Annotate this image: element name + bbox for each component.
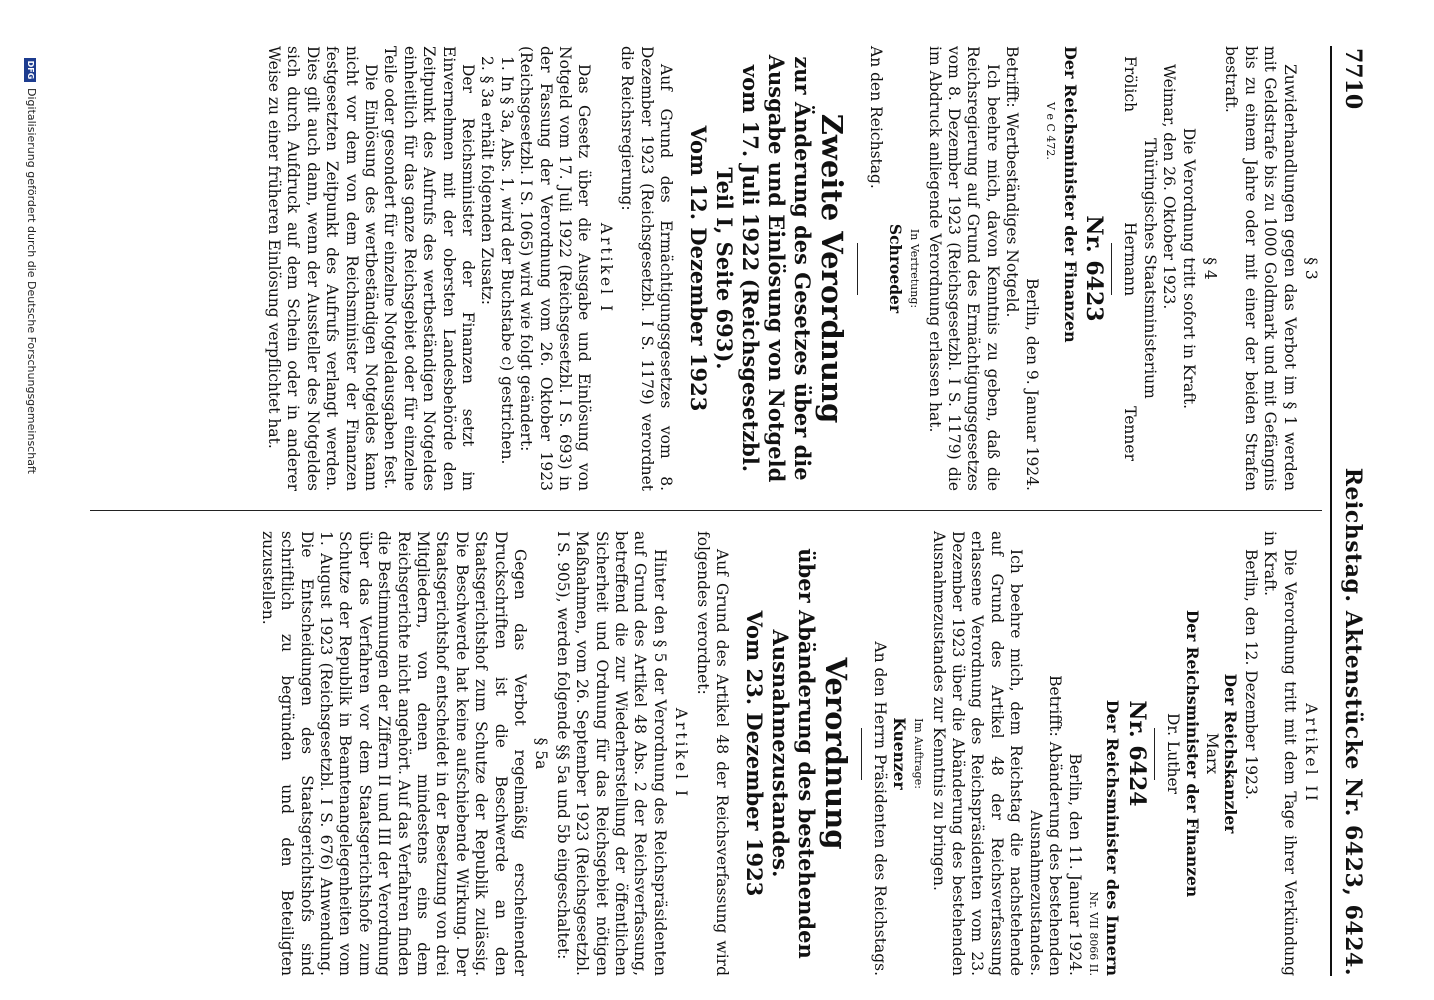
ordinance-title: Verordnung	[819, 657, 854, 850]
reference-number: V e C 472.	[1044, 102, 1058, 160]
page-number: 7710	[1340, 48, 1366, 110]
chancellor-title: Der Reichskanzler	[1221, 673, 1241, 834]
finance-minister-name: Dr. Luther	[1164, 712, 1183, 795]
ordinance-subtitle: über Abänderung des bestehenden Ausnahmezustandes.	[768, 548, 820, 959]
deputy-name: Schroeder	[885, 223, 905, 314]
deputy-name: Kuenzer	[889, 717, 909, 790]
prev-place-date: Berlin, den 12. Dezember 1923.	[1241, 549, 1260, 800]
article-1-heading: Artikel I	[672, 707, 691, 800]
amendment-item-1: 1. In § 3a, Abs. 1, wird der Buchstabe c) gestrichen.	[497, 56, 516, 465]
dfg-logo-text: DFG	[24, 58, 36, 82]
digitization-note: Digitalisierung gefördert durch die Deutsche Forschungsgemeinschaft	[25, 88, 39, 474]
amendment-item-2: 2. § 3a erhält folgenden Zusatz:	[478, 56, 497, 306]
letter-body: Ich beehre mich, dem Reichstag die nachstehende auf Grund des Artikel 48 der Reichsverfassung erlassene Verordnung des Reichspräsidenten vom 23. Dezember 1923 über die Abänderung des bestehenden Ausnahmezustandes zur Kenntnis zu bringen.	[929, 531, 1026, 976]
document-number-6423: Nr. 6423	[1080, 215, 1107, 322]
prev-place-date: Weimar, den 26. Oktober 1923.	[1160, 64, 1179, 310]
section-3-heading: § 3	[1302, 257, 1320, 280]
document-number-6424: Nr. 6424	[1123, 700, 1150, 807]
chancellor-name: Marx	[1202, 732, 1221, 775]
signer-tenner: Tenner	[1121, 406, 1140, 461]
section-4-heading: § 4	[1200, 257, 1219, 280]
separator-rule	[857, 243, 858, 295]
ministry-name: Der Reichsminister des Innern	[1103, 699, 1123, 976]
signature-chancellor	[1163, 531, 1241, 976]
ordinance-preamble: Auf Grund des Artikel 48 der Reichsverfassung wird folgendes verordnet:	[693, 531, 732, 976]
deputy-label: Im Auftrage:	[912, 718, 926, 789]
section-4-text: Die Verordnung tritt sofort in Kraft.	[1179, 127, 1198, 410]
running-head: Reichstag. Aktenstücke Nr. 6423, 6424.	[1340, 467, 1366, 976]
ordinance-date: Vom 23. Dezember 1923	[742, 610, 768, 897]
page-header	[1330, 46, 1366, 976]
separator-rule	[1154, 728, 1155, 780]
column-divider	[90, 510, 1322, 511]
ordinance-preamble: Auf Grund des Ermächtigungsgesetzes vom 8. Dezember 1923 (Reichsgesetzbl. I S. 1179) verordnet die Reichsregierung:	[618, 46, 676, 491]
article-1-text: Hinter den § 5 der Verordnung des Reichspräsidenten auf Grund des Artikel 48 Abs. 2 der Reichsverfassung, betreffend die zur Wiederherstellung der öffentlichen Sicherheit und Ordnung für das Reichsgebiet nötigen Maßnahmen, vom 26. September 1923 (Reichsgesetzbl. I S. 905), werden folgende §§ 5a und 5b eingeschaltet:	[553, 531, 669, 976]
separator-rule	[1111, 243, 1112, 295]
finance-minister-title: Der Reichsminister der Finanzen	[1182, 609, 1202, 898]
ordinance-title: Zweite Verordnung	[815, 113, 850, 424]
letter-place-date: Berlin, den 9. Januar 1924.	[1022, 278, 1041, 491]
letter-addressee: An den Reichstag.	[867, 46, 886, 189]
letter-addressee: An den Herrn Präsidenten des Reichstags.	[871, 641, 890, 976]
letter-signature	[889, 531, 928, 976]
article-2-heading: Artikel II	[1302, 703, 1320, 804]
article-1-intro: Das Gesetz über die Ausgabe und Einlösung von Notgeld vom 17. Juli 1922 (Reichsgesetzbl. I S. 693) in der Fassung der Verordnung vom 26. Oktober 1923 (Reichsgesetzbl. I S. 1065) wird wie folgt geändert:	[517, 46, 594, 491]
amendment-quote-1: Der Reichsminister der Finanzen setzt im Einvernehmen mit der obersten Landesbehörde den Zeitpunkt des Aufrufs des wertbeständigen Notgeldes einheitlich für das ganze Reichsgebiet oder für einzelne Teile oder gesondert für einzelne Notgeldausgaben fest.	[381, 46, 477, 491]
article-1-heading: Artikel I	[596, 222, 615, 315]
right-column	[257, 531, 1322, 976]
separator-rule	[861, 728, 862, 780]
section-5a-heading: § 5a	[532, 737, 551, 770]
signatures-row	[1120, 46, 1139, 491]
dfg-logo	[22, 58, 41, 82]
section-3-text: Zuwiderhandlungen gegen das Verbot im § 1 werden mit Geldstrafe bis zu 1000 Goldmark und mit Gefängnis bis zu einem Jahre oder mit einer der beiden Strafen bestraft.	[1222, 46, 1299, 491]
section-5a-text: Gegen das Verbot regelmäßig erscheinender Druckschriften ist die Beschwerde an den Staatsgerichtshof zum Schutze der Republik zulässig. Die Beschwerde hat keine aufschiebende Wirkung. Der Staatsgerichtshof entscheidet in der Besetzung von drei Mitgliedern, von denen mindestens eins dem Reichsgerichte nicht angehört. Auf das Verfahren finden die Bestimmungen der Ziffern II und III der Verordnung über das Verfahren vor dem Staatsgerichtshofe zum Schutze der Republik in Beamtenangelegenheiten vom 1. August 1923 (Reichsgesetzbl. I S. 676) Anwendung. Die Entscheidungen des Staatsgerichtshofs sind schriftlich zu begründen und den Beteiligten zuzustellen.	[258, 531, 529, 976]
digitization-footer	[22, 58, 41, 958]
letter-subject: Betrifft: Abänderung des bestehenden Ausnahmezustandes.	[1026, 675, 1065, 976]
signer-body: Thüringisches Staatsministerium	[1140, 138, 1159, 399]
amendment-quote-2: Die Einlösung des wertbeständigen Notgeldes kann nicht vor dem von dem Reichsminister der Finanzen festgesetzten Zeitpunkt des Aufrufs verlangt werden. Dies gilt auch dann, wenn der Aussteller des Notgeldes sich durch Aufdruck auf dem Schein oder in anderer Weise zu einer früheren Einlösung verpflichtet hat.	[264, 46, 380, 491]
letter-place-date: Berlin, den 11. Januar 1924.	[1065, 753, 1084, 976]
left-column	[264, 46, 1322, 491]
letter-body: Ich beehre mich, davon Kenntnis zu geben, daß die Reichsregierung auf Grund des Ermächtigungsgesetzes vom 8. Dezember 1923 (Reichsgesetzbl. I S. 1179) die im Abdruck anliegende Verordnung erlassen hat.	[925, 46, 1002, 491]
ministry-name: Der Reichsminister der Finanzen	[1060, 46, 1080, 343]
article-2-text: Die Verordnung tritt mit dem Tage ihrer Verkündung in Kraft.	[1261, 531, 1299, 976]
deputy-label: In Vertretung:	[908, 228, 922, 309]
signer-hermann: Hermann	[1121, 222, 1140, 297]
reference-number: Nr. VII 8066 II.	[1086, 891, 1100, 976]
ordinance-date: Vom 12. Dezember 1923	[686, 125, 712, 412]
signer-frolich: Frölich	[1121, 56, 1140, 113]
document-page	[25, 46, 1366, 976]
letter-subject: Betrifft: Wertbeständiges Notgeld.	[1003, 46, 1022, 318]
letter-signature	[885, 46, 924, 491]
ordinance-subtitle: zur Änderung des Gesetzes über die Ausgabe und Einlösung von Notgeld vom 17. Juli 1922 (Reichsgesetzbl. Teil I, Seite 693).	[712, 54, 816, 483]
